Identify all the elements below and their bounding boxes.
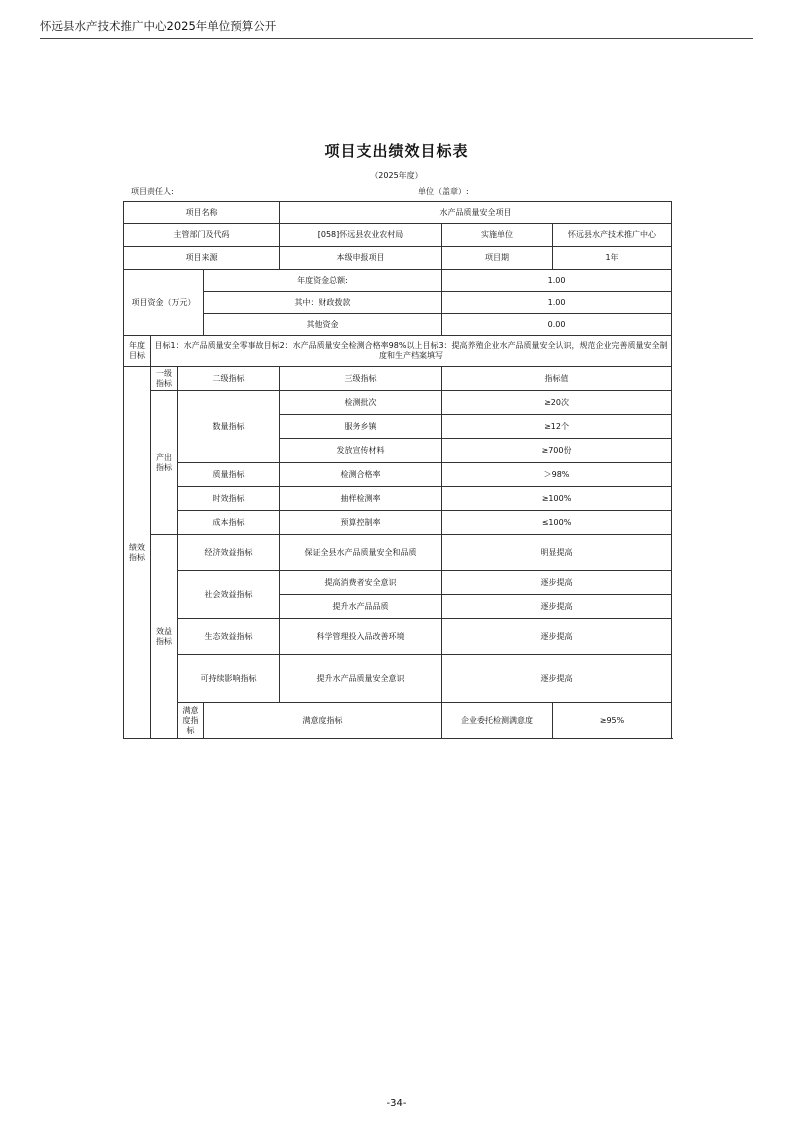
cost-label: 成本指标 — [178, 511, 280, 535]
impl-value: 怀远县水产技术推广中心 — [553, 224, 672, 247]
quality-label: 质量指标 — [178, 463, 280, 487]
source-value: 本级申报项目 — [280, 247, 442, 270]
table-row — [124, 703, 672, 739]
table-row — [124, 292, 672, 314]
table-row — [124, 571, 672, 595]
quantity-item-value: ≥12个 — [442, 415, 672, 439]
funds-total-label: 年度资金总额: — [204, 270, 442, 292]
annual-goal-label: 年度目标 — [124, 336, 151, 367]
social-item-name: 提高消费者安全意识 — [280, 571, 442, 595]
table-row — [124, 391, 672, 415]
table-row — [124, 224, 672, 247]
table-row — [124, 367, 672, 391]
page-title: 项目支出绩效目标表 — [324, 142, 469, 160]
table-row — [124, 270, 672, 292]
econ-item-value: 明显提高 — [442, 535, 672, 571]
quantity-item-name: 检测批次 — [280, 391, 442, 415]
social-item-value: 逐步提高 — [442, 595, 672, 619]
sustain-item-value: 逐步提高 — [442, 655, 672, 703]
level1-header: 一级指标 — [151, 367, 178, 391]
level2-header: 二级指标 — [178, 367, 280, 391]
quality-item-name: 检测合格率 — [280, 463, 442, 487]
table-row — [124, 619, 672, 655]
table-row — [124, 202, 672, 224]
funds-label: 项目资金（万元） — [124, 270, 204, 336]
project-name-value: 水产品质量安全项目 — [280, 202, 672, 224]
table-row — [124, 247, 672, 270]
time-label: 时效指标 — [178, 487, 280, 511]
performance-table — [123, 201, 672, 739]
header-divider — [40, 38, 753, 39]
econ-item-name: 保证全县水产品质量安全和品质 — [280, 535, 442, 571]
impl-label: 实施单位 — [442, 224, 553, 247]
perf-label: 绩效指标 — [124, 367, 151, 739]
table-row — [124, 487, 672, 511]
year-label: （2025年度） — [370, 171, 423, 180]
quantity-item-name: 发放宣传材料 — [280, 439, 442, 463]
social-item-value: 逐步提高 — [442, 571, 672, 595]
time-item-value: ≥100% — [442, 487, 672, 511]
table-row — [124, 463, 672, 487]
eco-item-name: 科学管理投入品改善环境 — [280, 619, 442, 655]
social-label: 社会效益指标 — [178, 571, 280, 619]
funds-fiscal-label: 其中：财政拨款 — [204, 292, 442, 314]
eco-item-value: 逐步提高 — [442, 619, 672, 655]
dept-label: 主管部门及代码 — [124, 224, 280, 247]
funds-other-value: 0.00 — [442, 314, 672, 336]
source-label: 项目来源 — [124, 247, 280, 270]
social-item-name: 提升水产品品质 — [280, 595, 442, 619]
table-row — [124, 336, 672, 367]
funds-other-label: 其他资金 — [204, 314, 442, 336]
page-number: -34- — [386, 1098, 407, 1109]
satisfaction-label: 满意度指标 — [178, 703, 204, 739]
table-row — [124, 535, 672, 571]
quantity-item-value: ≥700份 — [442, 439, 672, 463]
table-row — [124, 655, 672, 703]
quantity-label: 数量指标 — [178, 391, 280, 463]
annual-goal-text: 目标1：水产品质量安全零事故目标2：水产品质量安全检测合格率98%以上目标3：提高养殖企业水产品质量安全认识，规范企业完善质量安全制度和生产档案填写 — [151, 336, 672, 367]
period-value: 1年 — [553, 247, 672, 270]
time-item-name: 抽样检测率 — [280, 487, 442, 511]
owner-label: 项目责任人: — [131, 187, 174, 196]
unit-label: 单位（盖章）: — [418, 187, 469, 196]
dept-value: [058]怀远县农业农村局 — [280, 224, 442, 247]
table-row — [124, 314, 672, 336]
satisfaction-item-name: 企业委托检测满意度 — [442, 703, 553, 739]
sustain-label: 可持续影响指标 — [178, 655, 280, 703]
table-row — [124, 511, 672, 535]
project-name-label: 项目名称 — [124, 202, 280, 224]
value-header: 指标值 — [442, 367, 672, 391]
page-header: 怀远县水产技术推广中心2025年单位预算公开 — [40, 19, 277, 33]
period-label: 项目期 — [442, 247, 553, 270]
quantity-item-name: 服务乡镇 — [280, 415, 442, 439]
cost-item-name: 预算控制率 — [280, 511, 442, 535]
benefit-label: 效益指标 — [151, 535, 178, 739]
funds-fiscal-value: 1.00 — [442, 292, 672, 314]
sustain-item-name: 提升水产品质量安全意识 — [280, 655, 442, 703]
quantity-item-value: ≥20次 — [442, 391, 672, 415]
satisfaction-sub-label: 满意度指标 — [204, 703, 442, 739]
cost-item-value: ≤100% — [442, 511, 672, 535]
quality-item-value: ＞98% — [442, 463, 672, 487]
econ-label: 经济效益指标 — [178, 535, 280, 571]
funds-total-value: 1.00 — [442, 270, 672, 292]
eco-label: 生态效益指标 — [178, 619, 280, 655]
satisfaction-item-value: ≥95% — [553, 703, 672, 739]
level3-header: 三级指标 — [280, 367, 442, 391]
output-label: 产出指标 — [151, 391, 178, 535]
